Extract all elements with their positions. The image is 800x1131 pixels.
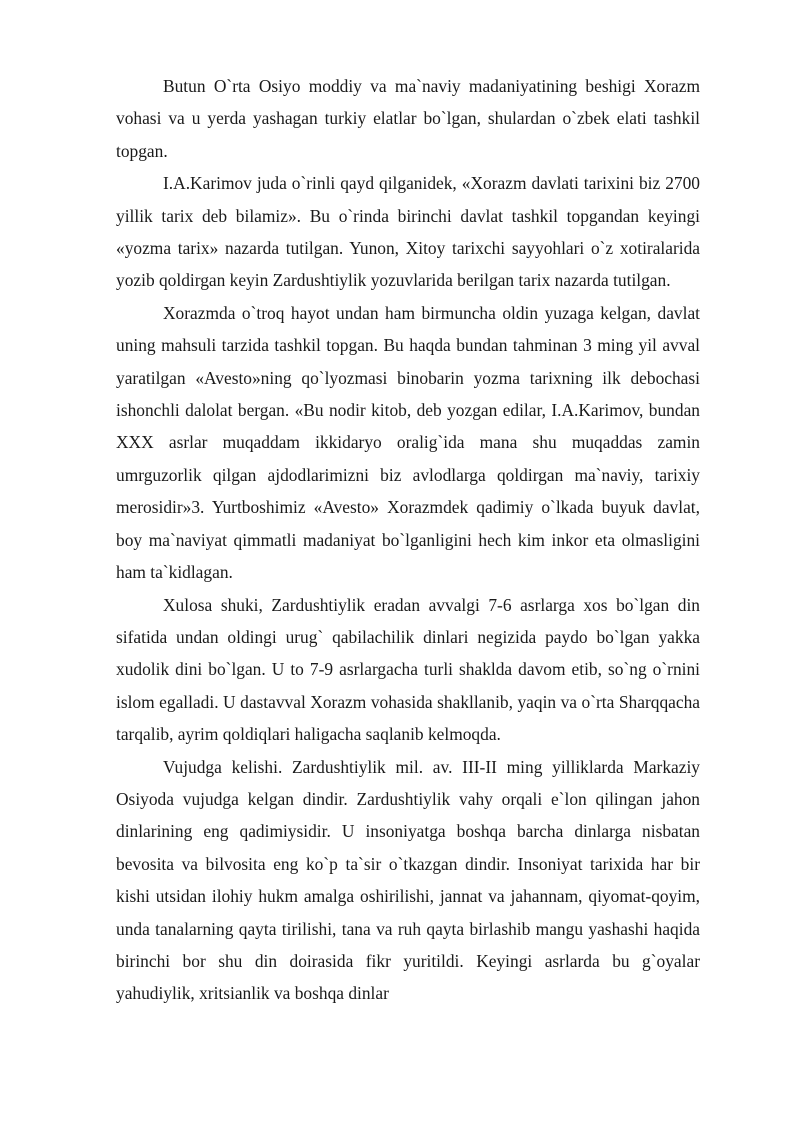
document-page <box>116 70 700 1010</box>
paragraph-4: Xulosa shuki, Zardushtiylik eradan avvalgi 7-6 asrlarga xos bo`lgan din sifatida undan oldingi urug` qabilachilik dinlari negizida paydo bo`lgan yakka xudolik dini bo`lgan. U to 7-9 asrlargacha turli shaklda davom etib, so`ng o`rnini islom egalladi. U dastavval Xorazm vohasida shakllanib, yaqin va o`rta Sharqqacha tarqalib, ayrim qoldiqlari haligacha saqlanib kelmoqda. <box>116 594 700 745</box>
paragraph-1: Butun O`rta Osiyo moddiy va ma`naviy madaniyatining beshigi Xorazm vohasi va u yerda yashagan turkiy elatlar bo`lgan, shulardan o`zbek elati tashkil topgan. <box>116 76 700 161</box>
paragraph-5: Vujudga kelishi. Zardushtiylik mil. av. III-II ming yilliklarda Markaziy Osiyoda vujudga kelgan dindir. Zardushtiylik vahy orqali e`lon qilingan jahon dinlarining eng qadimiysidir. U insoniyatga boshqa barcha dinlarga nisbatan bevosita va bilvosita eng ko`p ta`sir o`tkazgan dindir. Insoniyat tarixida har bir kishi utsidan ilohiy hukm amalga oshirilishi, jannat va jahannam, qiyomat-qoyim, unda tanalarning qayta tirilishi, tana va ruh qayta birlashib mangu yashashi haqida birinchi bor shu din doirasida fikr yuritildi. Keyingi asrlarda bu g`oyalar yahudiylik, xritsianlik va boshqa dinlar <box>116 756 700 1004</box>
paragraph-2: I.A.Karimov juda o`rinli qayd qilganidek, «Xorazm davlati tarixini biz 2700 yillik tarix deb bilamiz». Bu o`rinda birinchi davlat tashkil topgandan keyingi «yozma tarix» nazarda tutilgan. Yunon, Xitoy tarixchi sayyohlari o`z xotiralarida yozib qoldirgan keyin Zardushtiylik yozuvlarida berilgan tarix nazarda tutilgan. <box>116 173 700 291</box>
paragraph-3: Xorazmda o`troq hayot undan ham birmuncha oldin yuzaga kelgan, davlat uning mahsuli tarzida tashkil topgan. Bu haqda bundan tahminan 3 ming yil avval yaratilgan «Avesto»ning qo`lyozmasi binobarin yozma tarixning ilk debochasi ishonchli dalolat bergan. «Bu nodir kitob, deb yozgan edilar, I.A.Karimov, bundan XXX asrlar muqaddam ikkidaryo oralig`ida mana shu muqaddas zamin umrguzorlik qilgan ajdodlarimizni biz avlodlarga qoldirgan ma`naviy, tarixiy merosidir»3. Yurtboshimiz «Avesto» Xorazmdek qadimiy o`lkada buyuk davlat, boy ma`naviyat qimmatli madaniyat bo`lganligini hech kim inkor eta olmasligini ham ta`kidlagan. <box>116 302 700 583</box>
